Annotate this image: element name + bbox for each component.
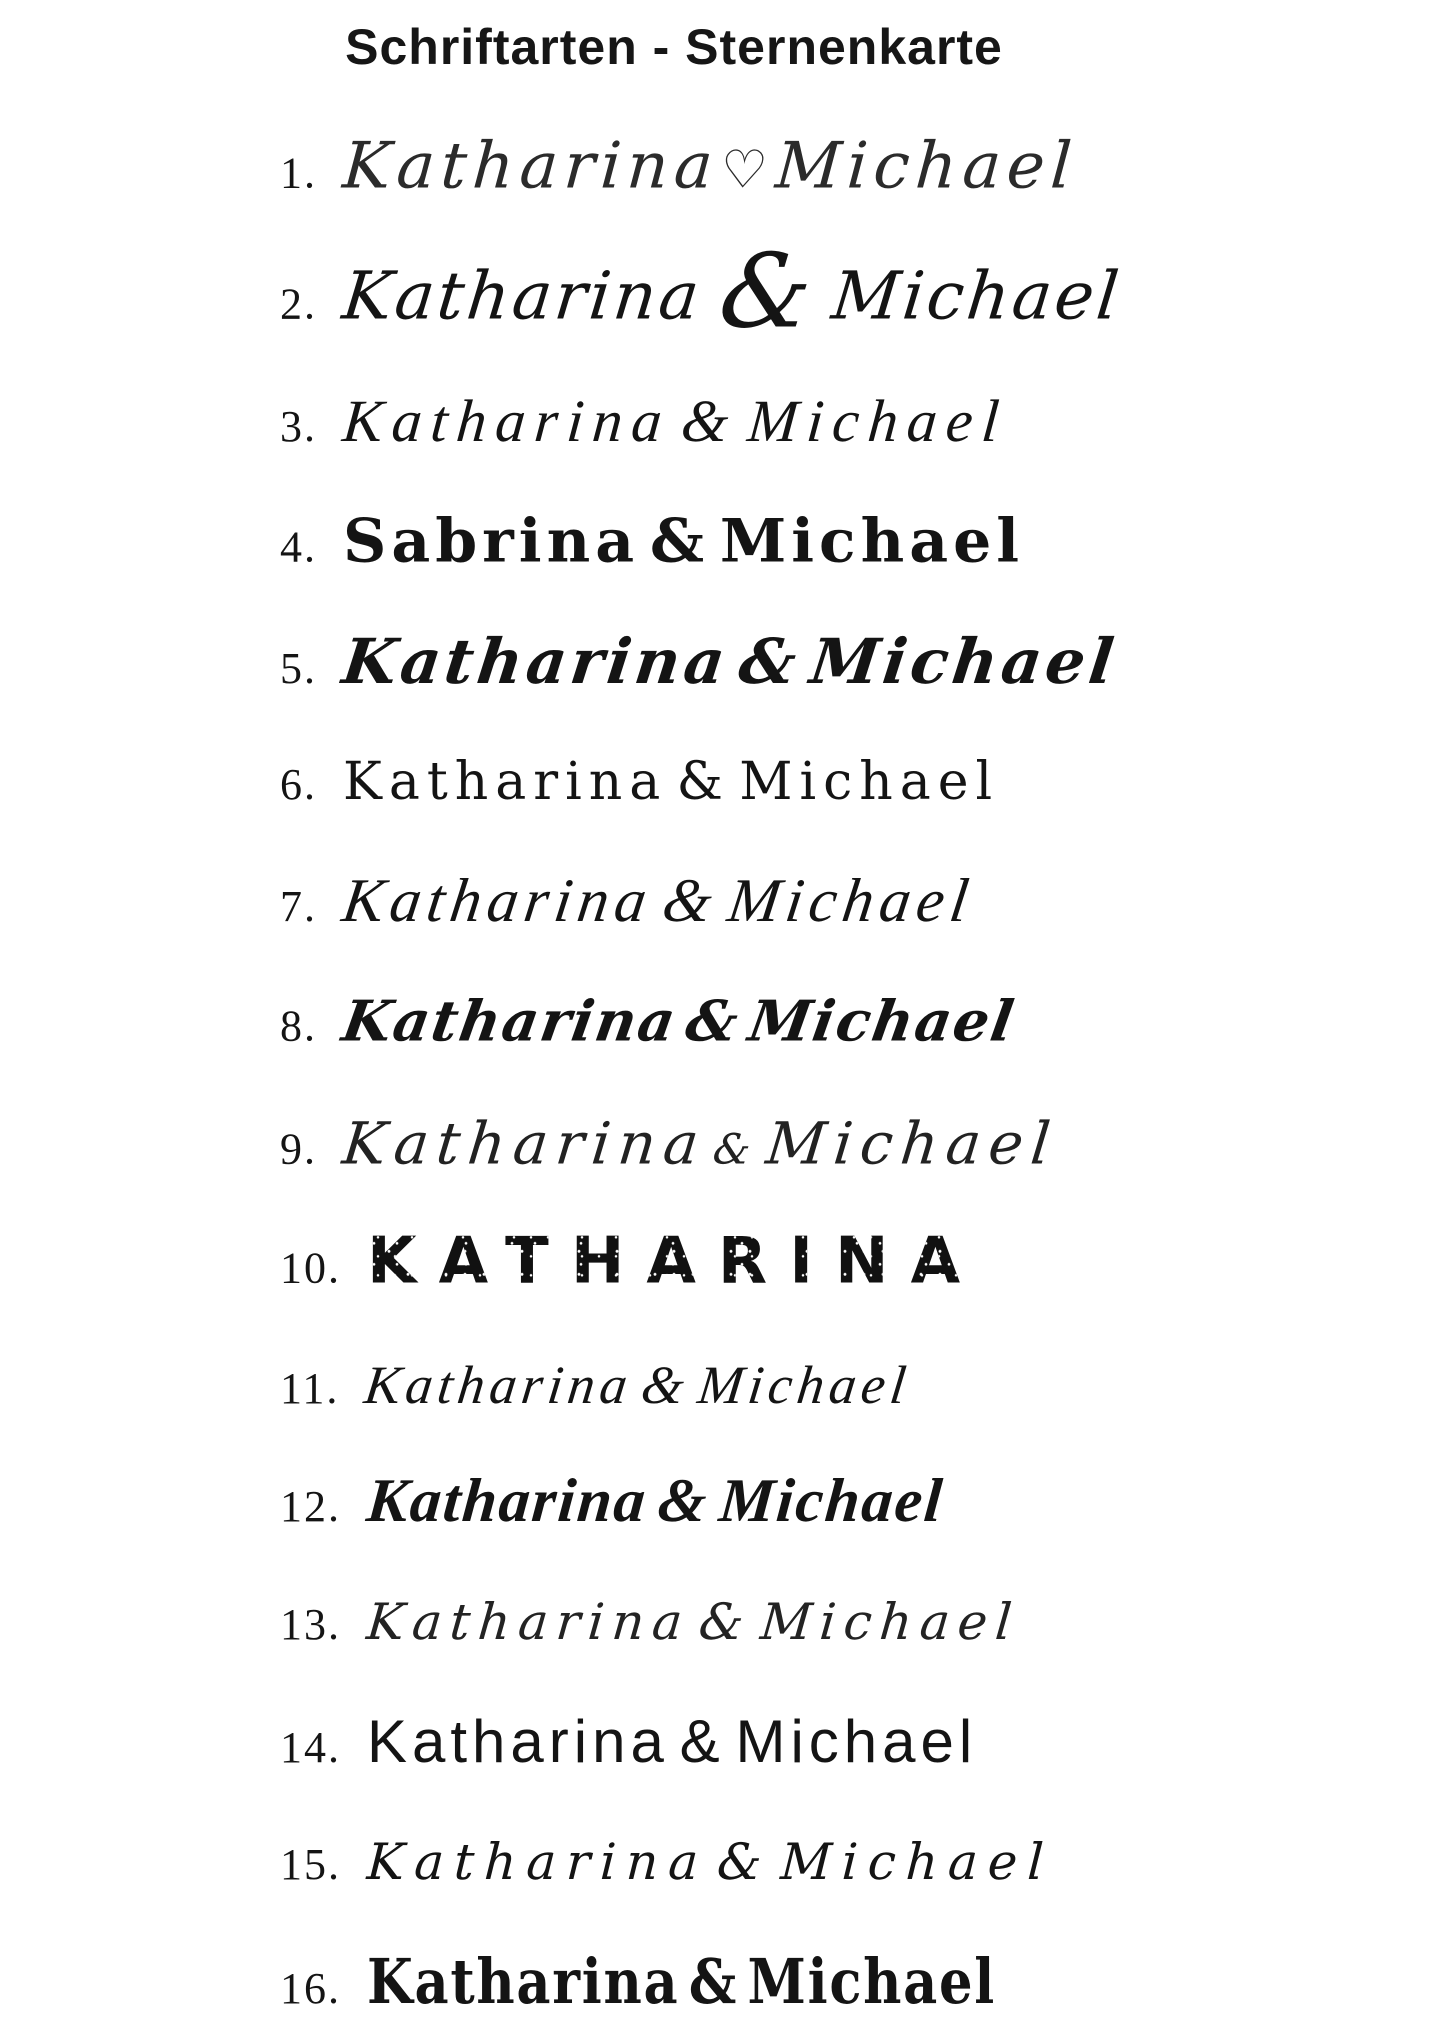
font-sample-row — [280, 507, 1024, 577]
name-left: Katharina — [338, 624, 733, 698]
page-title: Schriftarten - Sternenkarte — [345, 19, 1003, 75]
sample-text — [367, 1707, 977, 1776]
name-left: Katharina — [367, 1944, 680, 2018]
sample-text — [339, 1110, 1061, 1178]
sample-text — [343, 507, 1024, 577]
font-sample-row — [280, 1354, 915, 1416]
name-left: Katharina — [343, 752, 668, 812]
heart-separator: ♡ — [718, 139, 776, 201]
sample-text — [340, 387, 1011, 456]
sample-number: 4. — [280, 522, 317, 572]
ampersand-separator: & — [735, 624, 805, 698]
sample-number: 16. — [280, 1963, 341, 2013]
sample-number: 10. — [280, 1243, 341, 1293]
font-sample-row — [280, 1707, 977, 1776]
name-left: Katharina — [338, 866, 657, 935]
font-sample-row — [280, 752, 999, 812]
sample-number: 13. — [280, 1600, 341, 1650]
font-sample-row — [280, 988, 1020, 1055]
sample-text — [367, 1224, 982, 1298]
font-sample-row — [280, 232, 1126, 352]
sample-text — [362, 1354, 915, 1416]
ampersand-separator: & — [714, 232, 821, 352]
sample-number: 8. — [280, 1001, 317, 1051]
sample-number: 6. — [280, 760, 317, 809]
name-left: Katharina — [339, 1109, 710, 1178]
name-right: Michael — [716, 1466, 947, 1535]
ampersand-separator: & — [658, 866, 723, 935]
ampersand-separator: & — [715, 1833, 774, 1892]
sample-text — [338, 989, 1020, 1055]
name-right: Michael — [758, 1593, 1023, 1652]
font-sample-row — [280, 1466, 947, 1537]
name-right: Michael — [735, 1708, 978, 1776]
font-sample-row — [280, 1224, 982, 1298]
name-right: Michael — [744, 988, 1020, 1055]
sample-number: 14. — [280, 1723, 341, 1773]
name-right: Michael — [719, 506, 1025, 577]
name-right: Michael — [773, 129, 1080, 204]
font-sample-row — [280, 1593, 1023, 1652]
font-sample-row — [280, 624, 1122, 698]
ampersand-separator: & — [688, 1944, 739, 2018]
name-right: Michael — [828, 257, 1126, 335]
name-left: Katharina — [361, 1354, 637, 1415]
sample-number: 7. — [280, 881, 317, 931]
font-sample-row — [280, 129, 1080, 204]
font-sample-row — [280, 1945, 1107, 2018]
ampersand-separator: & — [655, 1466, 712, 1535]
name-left: Katharina — [364, 1593, 693, 1652]
name-left: Katharina — [367, 1708, 669, 1776]
sample-text — [364, 1593, 1022, 1651]
name-right: Michael — [762, 1109, 1062, 1178]
font-sample-row — [280, 1109, 1062, 1178]
sample-number: 12. — [280, 1481, 341, 1531]
name-right: Michael — [739, 752, 1000, 812]
sample-number: 5. — [280, 643, 317, 693]
name-left: Katharina — [365, 1833, 710, 1892]
sample-number: 11. — [280, 1363, 340, 1413]
sample-number: 3. — [280, 402, 317, 452]
sample-text — [367, 1945, 996, 2018]
ampersand-separator: & — [696, 1593, 755, 1652]
name-left: Katharina — [337, 988, 682, 1055]
font-sample-row — [280, 387, 1011, 456]
name-right: Michael — [806, 624, 1122, 698]
sample-text — [338, 866, 979, 937]
sample-text — [343, 752, 999, 812]
sample-number: 9. — [280, 1124, 317, 1174]
sample-text — [340, 129, 1079, 203]
sample-number: 1. — [280, 148, 317, 198]
ampersand-separator: & — [649, 506, 710, 577]
font-sample-row — [280, 1833, 1056, 1892]
name-left: Katharina — [340, 129, 722, 204]
name-right: Michael — [695, 1354, 915, 1415]
ampersand-separator: & — [681, 988, 745, 1055]
sample-text — [339, 625, 1122, 698]
font-sample-row — [280, 866, 979, 937]
name-left: Sabrina — [343, 506, 640, 577]
name-right: Michael — [723, 866, 979, 935]
ampersand-separator: & — [638, 1354, 693, 1415]
sample-number: 2. — [280, 279, 317, 329]
name-right: Michael — [745, 388, 1011, 455]
sample-text — [364, 1466, 947, 1537]
sample-number: 15. — [280, 1840, 341, 1890]
name-right: Michael — [747, 1944, 996, 2018]
name-left: KATHARINA — [367, 1224, 983, 1299]
name-left: Katharina — [338, 257, 706, 335]
name-left: Katharina — [364, 1466, 650, 1535]
name-right: Michael — [779, 1833, 1056, 1892]
ampersand-separator: & — [678, 388, 741, 455]
sample-text — [338, 232, 1126, 352]
ampersand-separator: & — [676, 752, 730, 812]
name-left: Katharina — [340, 388, 674, 455]
ampersand-separator: & — [679, 1708, 725, 1776]
sample-text — [365, 1833, 1055, 1891]
ampersand-separator: & — [710, 1124, 762, 1174]
